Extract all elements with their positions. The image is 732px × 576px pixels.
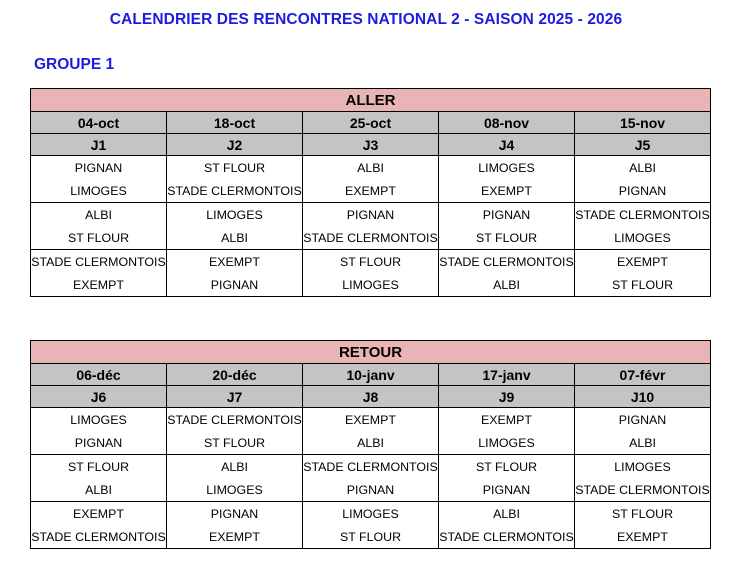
match-home-row — [31, 502, 711, 526]
date-row — [31, 112, 711, 134]
home-team-cell: ST FLOUR — [167, 156, 303, 180]
home-team-cell: EXEMPT — [167, 250, 303, 274]
match-date: 07-févr — [575, 364, 711, 386]
away-team-cell: ST FLOUR — [303, 525, 439, 549]
matchday-label: J2 — [167, 134, 303, 156]
match-date: 18-oct — [167, 112, 303, 134]
matchday-label: J10 — [575, 386, 711, 408]
home-team-cell: ALBI — [31, 203, 167, 227]
match-date: 15-nov — [575, 112, 711, 134]
match-date: 17-janv — [439, 364, 575, 386]
match-away-row — [31, 431, 711, 455]
match-away-row — [31, 273, 711, 297]
page-title: CALENDRIER DES RENCONTRES NATIONAL 2 - SAISON 2025 - 2026 — [109, 11, 623, 28]
match-away-row — [31, 478, 711, 502]
away-team-cell: ALBI — [303, 431, 439, 455]
home-team-cell: STADE CLERMONTOIS — [439, 250, 575, 274]
away-team-cell: ALBI — [167, 226, 303, 250]
match-home-row — [31, 156, 711, 180]
phase-label: RETOUR — [31, 341, 711, 364]
away-team-cell: ST FLOUR — [31, 226, 167, 250]
home-team-cell: LIMOGES — [439, 156, 575, 180]
away-team-cell: ALBI — [31, 478, 167, 502]
matchday-label: J4 — [439, 134, 575, 156]
away-team-cell: EXEMPT — [439, 179, 575, 203]
matchday-row — [31, 134, 711, 156]
home-team-cell: LIMOGES — [303, 502, 439, 526]
match-date: 10-janv — [303, 364, 439, 386]
matchday-label: J5 — [575, 134, 711, 156]
home-team-cell: ST FLOUR — [575, 502, 711, 526]
away-team-cell: STADE CLERMONTOIS — [575, 478, 711, 502]
matchday-label: J3 — [303, 134, 439, 156]
away-team-cell: ST FLOUR — [575, 273, 711, 297]
home-team-cell: ST FLOUR — [303, 250, 439, 274]
group-heading: GROUPE 1 — [34, 56, 115, 73]
home-team-cell: ST FLOUR — [31, 455, 167, 479]
home-team-cell: LIMOGES — [575, 455, 711, 479]
matchday-label: J1 — [31, 134, 167, 156]
away-team-cell: EXEMPT — [31, 273, 167, 297]
away-team-cell: LIMOGES — [575, 226, 711, 250]
away-team-cell: EXEMPT — [303, 179, 439, 203]
matchday-label: J9 — [439, 386, 575, 408]
match-date: 08-nov — [439, 112, 575, 134]
home-team-cell: PIGNAN — [439, 203, 575, 227]
away-team-cell: STADE CLERMONTOIS — [439, 525, 575, 549]
match-home-row — [31, 250, 711, 274]
away-team-cell: LIMOGES — [31, 179, 167, 203]
away-team-cell: LIMOGES — [439, 431, 575, 455]
schedule-table-aller — [30, 88, 711, 297]
away-team-cell: LIMOGES — [303, 273, 439, 297]
home-team-cell: EXEMPT — [439, 408, 575, 432]
away-team-cell: STADE CLERMONTOIS — [31, 525, 167, 549]
home-team-cell: STADE CLERMONTOIS — [31, 250, 167, 274]
phase-header-row — [31, 89, 711, 112]
home-team-cell: ALBI — [167, 455, 303, 479]
match-home-row — [31, 455, 711, 479]
away-team-cell: PIGNAN — [575, 179, 711, 203]
home-team-cell: ALBI — [575, 156, 711, 180]
home-team-cell: PIGNAN — [303, 203, 439, 227]
home-team-cell: LIMOGES — [167, 203, 303, 227]
home-team-cell: EXEMPT — [303, 408, 439, 432]
phase-label: ALLER — [31, 89, 711, 112]
home-team-cell: LIMOGES — [31, 408, 167, 432]
away-team-cell: EXEMPT — [575, 525, 711, 549]
home-team-cell: PIGNAN — [575, 408, 711, 432]
match-date: 25-oct — [303, 112, 439, 134]
home-team-cell: ALBI — [439, 502, 575, 526]
home-team-cell: EXEMPT — [575, 250, 711, 274]
home-team-cell: PIGNAN — [167, 502, 303, 526]
home-team-cell: ALBI — [303, 156, 439, 180]
away-team-cell: STADE CLERMONTOIS — [303, 226, 439, 250]
schedule-table-retour — [30, 340, 711, 549]
phase-header-row — [31, 341, 711, 364]
match-away-row — [31, 525, 711, 549]
away-team-cell: EXEMPT — [167, 525, 303, 549]
home-team-cell: STADE CLERMONTOIS — [167, 408, 303, 432]
matchday-row — [31, 386, 711, 408]
away-team-cell: PIGNAN — [167, 273, 303, 297]
home-team-cell: ST FLOUR — [439, 455, 575, 479]
matchday-label: J6 — [31, 386, 167, 408]
away-team-cell: ALBI — [575, 431, 711, 455]
matchday-label: J8 — [303, 386, 439, 408]
match-date: 04-oct — [31, 112, 167, 134]
away-team-cell: PIGNAN — [31, 431, 167, 455]
match-home-row — [31, 408, 711, 432]
away-team-cell: ST FLOUR — [167, 431, 303, 455]
home-team-cell: STADE CLERMONTOIS — [575, 203, 711, 227]
match-date: 06-déc — [31, 364, 167, 386]
home-team-cell: EXEMPT — [31, 502, 167, 526]
away-team-cell: PIGNAN — [439, 478, 575, 502]
away-team-cell: ST FLOUR — [439, 226, 575, 250]
away-team-cell: PIGNAN — [303, 478, 439, 502]
match-home-row — [31, 203, 711, 227]
home-team-cell: STADE CLERMONTOIS — [303, 455, 439, 479]
away-team-cell: STADE CLERMONTOIS — [167, 179, 303, 203]
match-away-row — [31, 179, 711, 203]
away-team-cell: LIMOGES — [167, 478, 303, 502]
date-row — [31, 364, 711, 386]
match-away-row — [31, 226, 711, 250]
home-team-cell: PIGNAN — [31, 156, 167, 180]
matchday-label: J7 — [167, 386, 303, 408]
match-date: 20-déc — [167, 364, 303, 386]
away-team-cell: ALBI — [439, 273, 575, 297]
